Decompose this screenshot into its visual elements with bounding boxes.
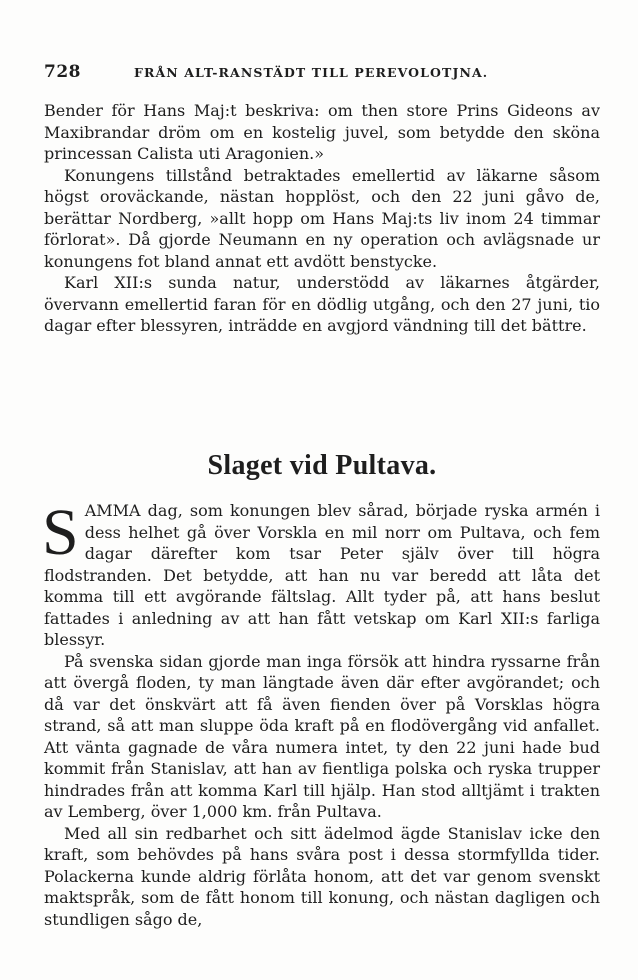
running-head: FRÅN ALT-RANSTÄDT TILL PEREVOLOTJNA. [134,65,489,80]
paragraph-text: AMMA dag, som konungen blev sårad, började ryska armén i dess helhet gå över Vorskla en mil norr om Pultava, och fem dagar därefter kom tsar Peter själv över till högra flodstranden. Det betydde, att han nu var beredd att låta det komma till ett avgörande fältslag. Allt tyder på, att hans beslut fattades i anledning av att han fått vetskap om Karl XII:s farliga blessyr. [44,501,600,649]
text-block-top [44,100,600,337]
page-header [44,62,604,84]
paragraph: Konungens tillstånd betraktades emellertid av läkarne såsom högst oroväckande, nästan hopplöst, och den 22 juni gåvo de, berättar Nordberg, »allt hopp om Hans Maj:ts liv inom 24 timmar förlorat». Då gjorde Neumann en ny operation och avlägsnade ur konungens fot bland annat ett avdött benstycke. [44,165,600,271]
paragraph: Karl XII:s sunda natur, understödd av läkarnes åtgärder, övervann emellertid faran för en dödlig utgång, och den 27 juni, tio dagar efter blessyren, inträdde en avgjord vändning till det bättre. [44,273,600,335]
paragraph: Med all sin redbarhet och sitt ädelmod ägde Stanislav icke den kraft, som behövdes på hans svåra post i dessa stormfyllda tider. Polackerna kunde aldrig förlåta honom, att det var genom svenskt maktspråk, som de fått honom till konung, och nästan dagligen och stundligen sågo de, [44,823,600,929]
drop-cap-letter: S [42,496,79,569]
paragraph: På svenska sidan gjorde man inga försök att hindra ryssarne från att övergå floden, ty man längtade även där efter avgörandet; och då var det önskvärt att få även fienden över på Vorsklas högra strand, så att man sluppe öda kraft på en flodövergång vid anfallet. Att vänta gagnade de våra numera intet, ty den 22 juni hade bud kommit från Stanislav, att han av fientliga polska och ryska trupper hindrades från att komma Karl till hjälp. Han stod alltjämt i trakten av Lemberg, över 1,000 km. från Pultava. [44,651,600,821]
text-block-bottom [42,496,600,930]
page-number: 728 [44,62,81,82]
paragraph-with-dropcap [42,496,600,651]
paragraph: Bender för Hans Maj:t beskriva: om then store Prins Gideons av Maxibrandar dröm om en kostelig juvel, som betydde den sköna princessan Calista uti Aragonien.» [44,101,600,163]
section-heading: Slaget vid Pultava. [207,450,437,481]
